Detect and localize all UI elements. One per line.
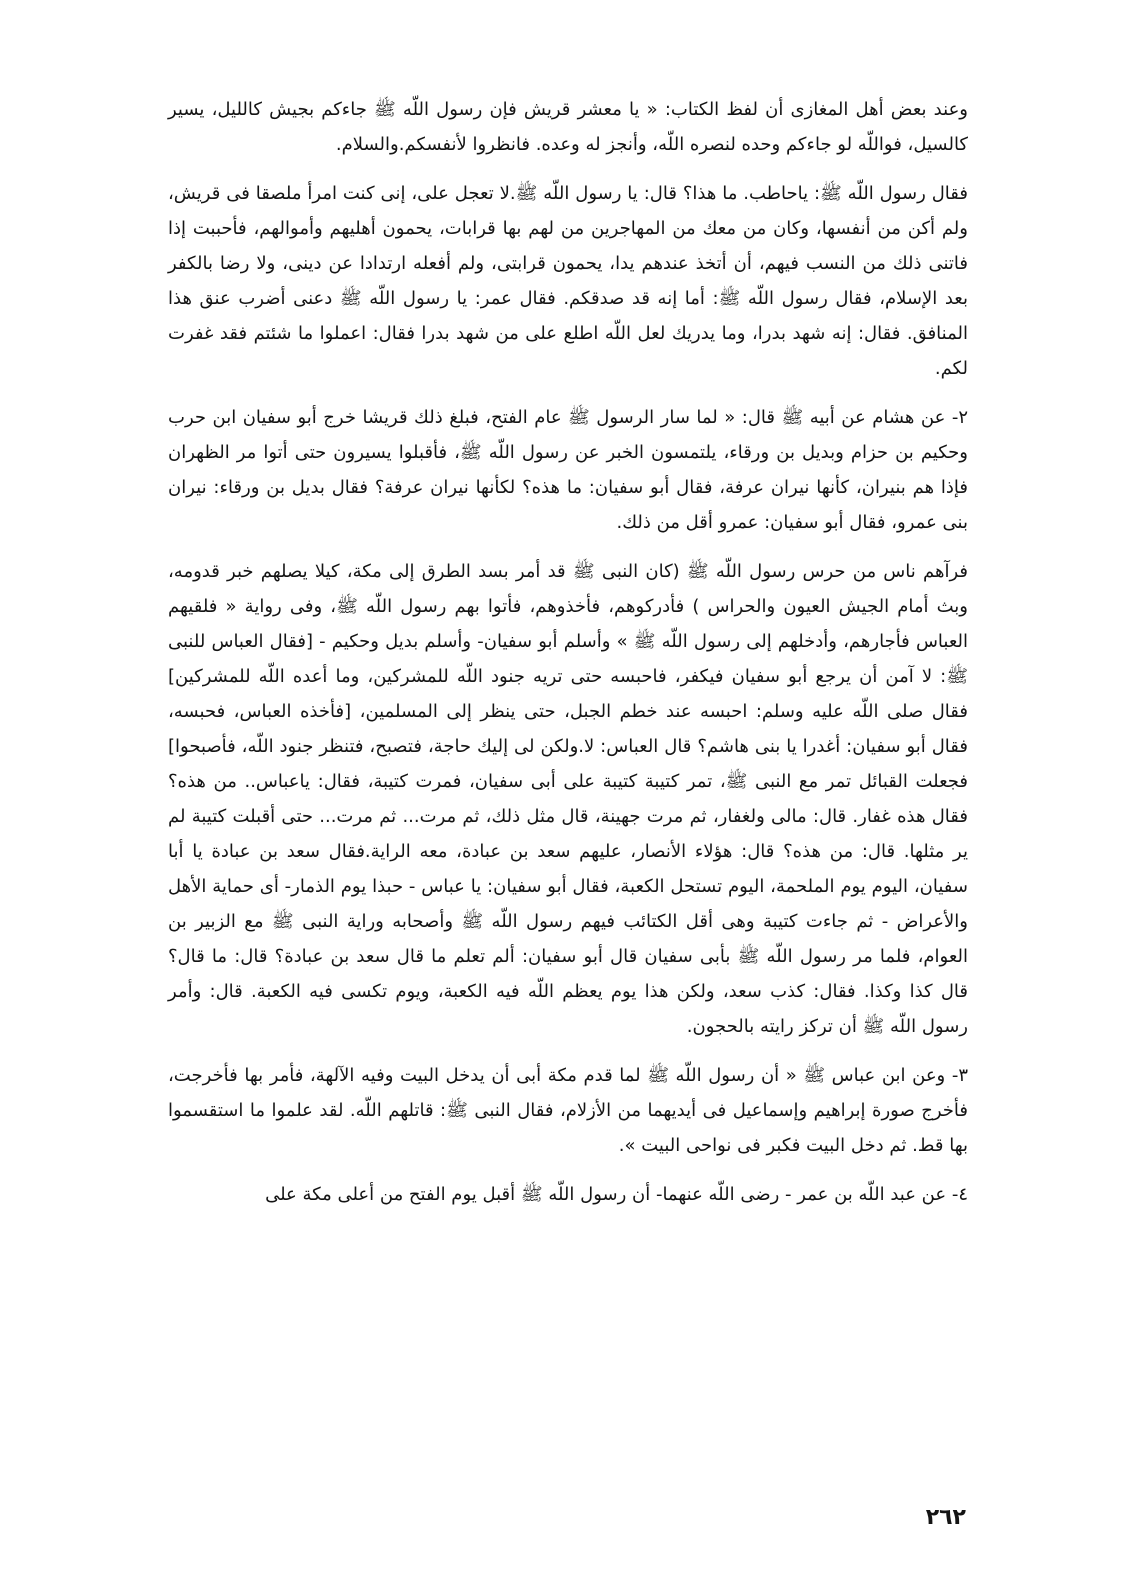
paragraph-letter-text: وعند بعض أهل المغازى أن لفظ الكتاب: « يا معشر قريش فإن رسول اللّه ﷺ جاءكم بجيش كالليل، يسير كالسيل، فواللّه لو جاءكم وحده لنصره اللّه، وأنجز له وعده. فانظروا لأنفسكم.والسلام.: [168, 99, 968, 155]
paragraph-hadith-2: ٢- عن هشام عن أبيه ﷺ قال: « لما سار الرسول ﷺ عام الفتح، فبلغ ذلك قريشا خرج أبو سفيان ابن حرب وحكيم بن حزام وبديل بن ورقاء، يلتمسون الخبر عن رسول اللّه ﷺ، فأقبلوا يسيرون حتى أتوا مر الظهران فإذا هم بنيران، كأنها نيران عرفة، فقال أبو سفيان: ما هذه؟ لكأنها نيران عرفة؟ فقال بديل بن ورقاء: نيران بنى عمرو، فقال أبو سفيان: عمرو أقل من ذلك.: [168, 407, 968, 533]
paragraph-hadith-4: ٤- عن عبد اللّه بن عمر - رضى اللّه عنهما- أن رسول اللّه ﷺ أقبل يوم الفتح من أعلى مكة على: [265, 1184, 968, 1205]
paragraph-hatib-story: فقال رسول اللّه ﷺ: ياحاطب. ما هذا؟ قال: يا رسول اللّه ﷺ.لا تعجل على، إنى كنت امرأ ملصقا فى قريش، ولم أكن من أنفسها، وكان من معك من المهاجرين من لهم بها قرابات، يحمون أهليهم وأموالهم، فأحببت إذا فاتنى ذلك من النسب فيهم، أن أتخذ عندهم يدا، يحمون قرابتى، ولم أفعله ارتدادا عن دينى، ولا رضا بالكفر بعد الإسلام، فقال رسول اللّه ﷺ: أما إنه قد صدقكم. فقال عمر: يا رسول اللّه ﷺ دعنى أضرب عنق هذا المنافق. فقال: إنه شهد بدرا، وما يدريك لعل اللّه اطلع على من شهد بدرا فقال: اعملوا ما شئتم فقد غفرت لكم.: [168, 183, 968, 379]
page-number: ٢٦٢: [925, 1505, 966, 1530]
paragraph-abu-sufyan: فرآهم ناس من حرس رسول اللّه ﷺ (كان النبى ﷺ قد أمر بسد الطرق إلى مكة، كيلا يصلهم خبر قدومه، وبث أمام الجيش العيون والحراس ) فأدركوهم، فأخذوهم، فأتوا بهم رسول اللّه ﷺ، وفى رواية « فلقيهم العباس فأجارهم، وأدخلهم إلى رسول اللّه ﷺ » وأسلم أبو سفيان- وأسلم بديل وحكيم - [فقال العباس للنبى ﷺ: لا آمن أن يرجع أبو سفيان فيكفر، فاحبسه حتى تريه جنود اللّه للمشركين، وما أعده اللّه للمشركين] فقال صلى اللّه عليه وسلم: احبسه عند خطم الجبل، حتى ينظر إلى المسلمين، [فأخذه العباس، فحبسه، فقال أبو سفيان: أغدرا يا بنى هاشم؟ قال العباس: لا.ولكن لى إليك حاجة، فتصبح، فتنظر جنود اللّه، فأصبحوا] فجعلت القبائل تمر مع النبى ﷺ، تمر كتيبة كتيبة على أبى سفيان، فمرت كتيبة، فقال: ياعباس.. من هذه؟ فقال هذه غفار. قال: مالى ولغفار، ثم مرت جهينة، قال مثل ذلك، ثم مرت... ثم مرت... حتى أقبلت كتيبة لم ير مثلها. قال: من هذه؟ قال: هؤلاء الأنصار، عليهم سعد بن عبادة، معه الراية.فقال سعد بن عبادة يا أبا سفيان، اليوم يوم الملحمة، اليوم تستحل الكعبة، فقال أبو سفيان: يا عباس - حبذا يوم الذمار- أى حماية الأهل والأعراض - ثم جاءت كتيبة وهى أقل الكتائب فيهم رسول اللّه ﷺ وأصحابه وراية النبى ﷺ مع الزبير بن العوام، فلما مر رسول اللّه ﷺ بأبى سفيان قال أبو سفيان: ألم تعلم ما قال سعد بن عبادة؟ قال: ما قال؟ قال كذا وكذا. فقال: كذب سعد، ولكن هذا يوم يعظم اللّه فيه الكعبة، ويوم تكسى فيه الكعبة. قال: وأمر رسول اللّه ﷺ أن تركز رايته بالحجون.: [168, 561, 968, 1037]
paragraph-hadith-3: ٣- وعن ابن عباس ﷺ « أن رسول اللّه ﷺ لما قدم مكة أبى أن يدخل البيت وفيه الآلهة، فأمر بها فأخرجت، فأخرج صورة إبراهيم وإسماعيل فى أيديهما من الأزلام، فقال النبى ﷺ: قاتلهم اللّه. لقد علموا ما استقسموا بها قط. ثم دخل البيت فكبر فى نواحى البيت ».: [168, 1065, 968, 1156]
